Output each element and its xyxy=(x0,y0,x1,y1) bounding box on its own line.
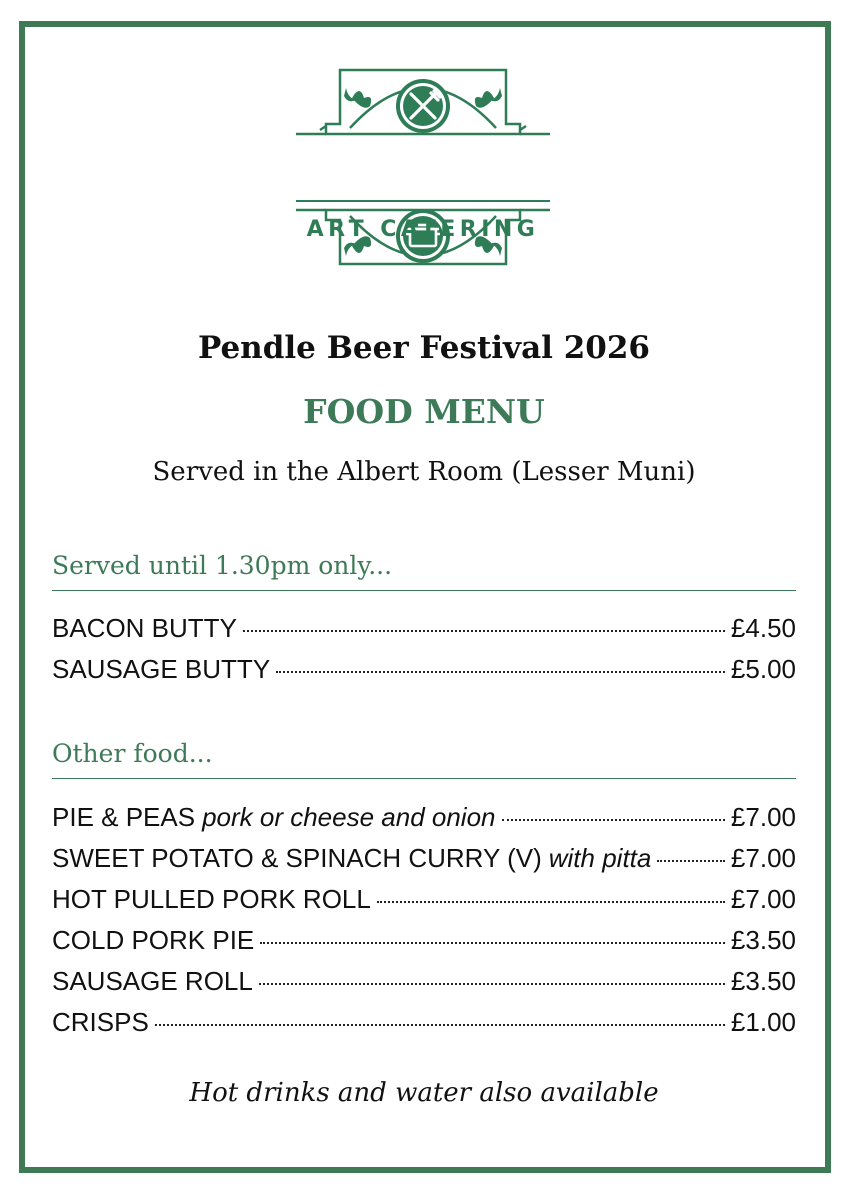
event-title: Pendle Beer Festival 2026 xyxy=(197,330,650,366)
item-price: £4.50 xyxy=(730,613,796,643)
item-name: SWEET POTATO & SPINACH CURRY (V) xyxy=(52,843,542,873)
dot-leader xyxy=(259,983,725,985)
footer-note: Hot drinks and water also available xyxy=(189,1078,659,1108)
menu-item xyxy=(52,966,796,1007)
menu-item xyxy=(52,1007,796,1048)
item-price: £1.00 xyxy=(730,1007,796,1037)
item-price: £3.50 xyxy=(730,966,796,996)
dot-leader xyxy=(657,860,725,862)
item-price: £7.00 xyxy=(730,843,796,873)
item-name: SAUSAGE ROLL xyxy=(52,966,253,996)
item-name: HOT PULLED PORK ROLL xyxy=(52,884,371,914)
item-price: £7.00 xyxy=(730,884,796,914)
menu-list-morning xyxy=(52,613,796,695)
dot-leader xyxy=(260,942,725,944)
menu-item xyxy=(52,884,796,925)
dot-leader xyxy=(243,630,725,632)
item-price: £7.00 xyxy=(730,802,796,832)
menu-item xyxy=(52,843,796,884)
item-price: £5.00 xyxy=(730,654,796,684)
menu-list-other xyxy=(52,802,796,1048)
logo-text: ART CATERING xyxy=(306,217,540,242)
location-line: Served in the Albert Room (Lesser Muni) xyxy=(152,457,696,487)
dot-leader xyxy=(276,671,725,673)
item-name: BACON BUTTY xyxy=(52,613,237,643)
item-price: £3.50 xyxy=(730,925,796,955)
dot-leader xyxy=(155,1024,725,1026)
item-description: pork or cheese and onion xyxy=(202,802,496,832)
dot-leader xyxy=(502,819,725,821)
menu-item xyxy=(52,654,796,695)
menu-item xyxy=(52,802,796,843)
menu-item xyxy=(52,925,796,966)
section-heading-other: Other food... xyxy=(52,738,796,779)
section-heading-morning: Served until 1.30pm only... xyxy=(52,550,796,591)
item-name: CRISPS xyxy=(52,1007,149,1037)
item-name: SAUSAGE BUTTY xyxy=(52,654,271,684)
dot-leader xyxy=(377,901,725,903)
art-catering-logo xyxy=(290,60,556,274)
item-description: with pitta xyxy=(548,843,652,873)
menu-item xyxy=(52,613,796,654)
menu-title: FOOD MENU xyxy=(303,392,545,431)
item-name: COLD PORK PIE xyxy=(52,925,255,955)
item-name: PIE & PEAS xyxy=(52,802,196,832)
